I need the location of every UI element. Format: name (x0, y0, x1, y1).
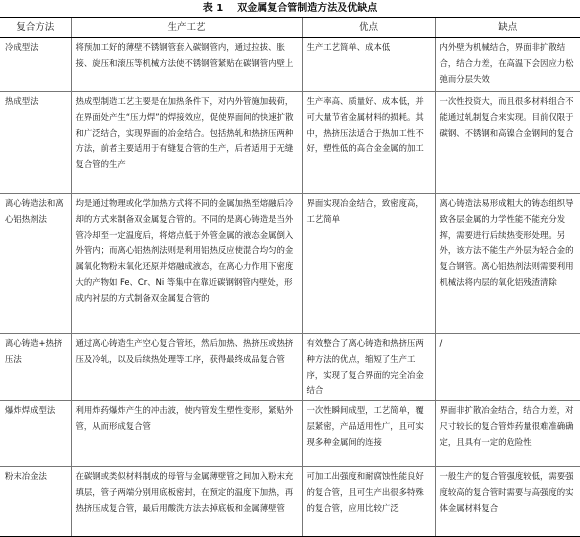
table-row (0, 334, 580, 401)
table-row (0, 92, 580, 194)
cell-disadvantages: 一次性投资大，而且很多材料组合不能通过轧制复合来实现。目前仅限于碳钢、不锈钢和高镍合金钢间的复合 (435, 92, 580, 194)
table-title: 双金属复合管制造方法及优缺点 (237, 3, 378, 14)
table-row (0, 194, 580, 334)
cell-process: 将预加工好的薄壁不锈钢管套入碳钢管内，通过拉拔、胀接、旋压和滚压等机械方法使不锈钢管紧贴在碳钢管内壁上 (71, 38, 302, 92)
cell-disadvantages: 界面非扩散冶金结合，结合力差，对尺寸较长的复合管炸药量很难准确确定，且具有一定的危险性 (435, 401, 580, 467)
cell-advantages: 界面实现冶金结合，致密度高，工艺简单 (302, 194, 435, 334)
cell-advantages: 生产工艺简单、成本低 (302, 38, 435, 92)
cell-advantages: 生产率高、质量好、成本低，并可大量节省金属材料的损耗。其中，热挤压法适合于热加工性不好，塑性低的高合金金属的加工 (302, 92, 435, 194)
cell-advantages: 有效整合了离心铸造和热挤压两种方法的优点，缩短了生产工序，实现了复合界面的完全冶金结合 (302, 334, 435, 401)
cell-process: 均是通过物理或化学加热方式将不同的金属加热至熔融后冷却的方式来制备双金属复合管的。不同的是离心铸造是当外管冷却至一定温度后，将熔点低于外管金属的液态金属倒入外管内；而离心铝热剂法则是利用铝热反应使混合均匀的金属氧化物粉末氧化还原并熔融成液态，在离心力作用下密度大的产物如 Fe、Cr、Ni 等集中在靠近碳钢钢管内壁处，形成内衬层的方式制备双金属复合管的 (71, 194, 302, 334)
cell-process: 通过离心铸造生产空心复合管坯，然后加热、热挤压或热挤压及冷轧，以及后续热处理等工序，获得最终成品复合管 (71, 334, 302, 401)
cell-process: 利用炸药爆炸产生的冲击波，使内管发生塑性变形，紧贴外管，从而形成复合管 (71, 401, 302, 467)
header-method: 复合方法 (0, 18, 71, 38)
table-row (0, 38, 580, 92)
cell-method: 粉末冶金法 (0, 467, 71, 537)
cell-advantages: 可加工出强度和耐腐蚀性能良好的复合管，且可生产出很多特殊的复合管，应用比较广泛 (302, 467, 435, 537)
cell-method: 热成型法 (0, 92, 71, 194)
cell-disadvantages: / (435, 334, 580, 401)
cell-disadvantages: 一般生产的复合管强度较低，需要强度较高的复合管时需要与高强度的实体金属材料复合 (435, 467, 580, 537)
cell-advantages: 一次性瞬间成型，工艺简单，覆层紧密，产品适用性广，且可实现多种金属间的连接 (302, 401, 435, 467)
cell-disadvantages: 内外壁为机械结合，界面非扩散结合，结合力差，在高温下会因应力松弛而分层失效 (435, 38, 580, 92)
cell-process: 热成型制造工艺主要是在加热条件下，对内外管施加载荷，在界面处产生“压力焊”的焊接效应，促使界面间的快速扩散和广泛结合，实现界面的冶金结合。包括热轧和热挤压两种方法，前者主要适用于有缝复合管的生产，后者适用于无缝复合管的生产 (71, 92, 302, 194)
cell-method: 离心铸造+热挤压法 (0, 334, 71, 401)
table-header-row (0, 18, 580, 38)
table-number: 表 1 (202, 3, 224, 14)
cell-disadvantages: 离心铸造法易形成粗大的铸态组织导致各层金属的力学性能不能充分发挥，需要进行后续热变形处理。另外，该方法不能生产外层为轻合金的复合钢管。离心铝热剂法则需要利用机械法将内层的氧化铝残渣清除 (435, 194, 580, 334)
cell-process: 在碳钢或类似材料制成的母管与金属薄壁管之间加入粉末充填层，管子两端分别用底板密封，在预定的温度下加热，再热挤压成复合管，最后用酸洗方法去掉底板和金属薄壁管 (71, 467, 302, 537)
cell-method: 离心铸造法和离心铝热剂法 (0, 194, 71, 334)
table-caption (0, 2, 580, 16)
cell-method: 冷成型法 (0, 38, 71, 92)
cell-method: 爆炸焊成型法 (0, 401, 71, 467)
composite-pipe-methods-table (0, 17, 580, 537)
header-advantages: 优点 (302, 18, 435, 38)
header-disadvantages: 缺点 (435, 18, 580, 38)
table-row (0, 467, 580, 537)
table-row (0, 401, 580, 467)
header-process: 生产工艺 (71, 18, 302, 38)
